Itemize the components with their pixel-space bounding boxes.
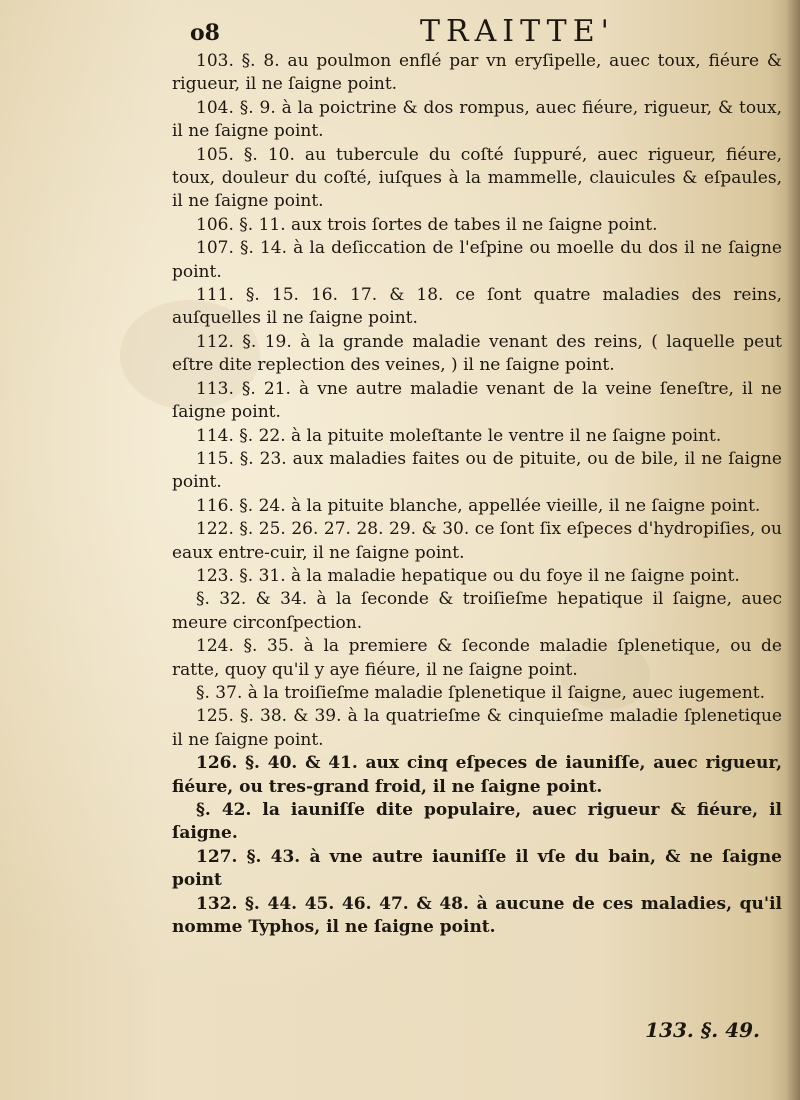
entry-116: 116. §. 24. à la pituite blanche, appellée vieille, il ne ſaigne point. xyxy=(196,495,761,516)
entry-114: 114. §. 22. à la pituite moleſtante le ventre il ne ſaigne point. xyxy=(196,425,722,446)
running-title: TRAITTE' xyxy=(420,14,615,49)
catchword: 133. §. 49. xyxy=(645,1018,760,1042)
entry-103: 103. §. 8. au poulmon enflé par vn eryſipelle, auec toux, fiéure & rigueur, il ne ſaigne point. xyxy=(172,51,782,95)
entry-123-sub: §. 32. & 34. à la ſeconde & troiſieſme hepatique il ſaigne, auec meure circonſpection. xyxy=(172,589,782,633)
entry-126: 126. §. 40. & 41. aux cinq eſpeces de iauniſſe, auec rigueur, fiéure, ou tres-grand froid, il ne ſaigne point. xyxy=(172,753,782,797)
entry-105: 105. §. 10. au tubercule du coſté ſuppuré, auec rigueur, fiéure, toux, douleur du coſté, iuſques à la mammelle, clauicules & eſpaules, il ne ſaigne point. xyxy=(172,144,782,212)
entry-132: 132. §. 44. 45. 46. 47. & 48. à aucune de ces maladies, qu'il nomme Typhos, il ne ſaigne point. xyxy=(172,893,782,938)
entry-106: 106. §. 11. aux trois ſortes de tabes il ne ſaigne point. xyxy=(196,214,658,235)
text-body xyxy=(172,50,782,939)
entry-107: 107. §. 14. à la deſiccation de l'eſpine ou moelle du dos il ne ſaigne point. xyxy=(172,238,782,282)
entry-112: 112. §. 19. à la grande maladie venant des reins, ( laquelle peut eſtre dite replection des veines, ) il ne ſaigne point. xyxy=(172,331,782,376)
entry-124: 124. §. 35. à la premiere & ſeconde maladie ſplenetique, ou de ratte, quoy qu'il y aye fiéure, il ne ſaigne point. xyxy=(172,636,782,680)
page-header xyxy=(190,14,790,50)
entry-127: 127. §. 43. à vne autre iauniſſe il vſe du bain, & ne ſaigne point xyxy=(172,846,782,891)
entry-104: 104. §. 9. à la poictrine & dos rompus, auec fiéure, rigueur, & toux, il ne ſaigne point. xyxy=(172,97,782,142)
page-number: o8 xyxy=(190,20,220,46)
entry-126-sub: §. 42. la iauniſſe dite populaire, auec rigueur & fiéure, il ſaigne. xyxy=(172,800,782,844)
entry-113: 113. §. 21. à vne autre maladie venant de la veine ſeneſtre, il ne ſaigne point. xyxy=(172,378,782,423)
entry-124-sub: §. 37. à la troiſieſme maladie ſplenetique il ſaigne, auec iugement. xyxy=(196,682,766,703)
entry-111: 111. §. 15. 16. 17. & 18. ce ſont quatre maladies des reins, auſquelles il ne ſaigne point. xyxy=(172,285,782,329)
entry-125: 125. §. 38. & 39. à la quatrieſme & cinquieſme maladie ſplenetique il ne ſaigne point. xyxy=(172,706,782,750)
entry-122: 122. §. 25. 26. 27. 28. 29. & 30. ce ſont ſix eſpeces d'hydropiſies, ou eaux entre-cuir, il ne ſaigne point. xyxy=(172,519,782,563)
page-edge-shadow xyxy=(786,0,800,1100)
entry-123: 123. §. 31. à la maladie hepatique ou du foye il ne ſaigne point. xyxy=(196,565,740,586)
entry-115: 115. §. 23. aux maladies faites ou de pituite, ou de bile, il ne ſaigne point. xyxy=(172,448,782,493)
